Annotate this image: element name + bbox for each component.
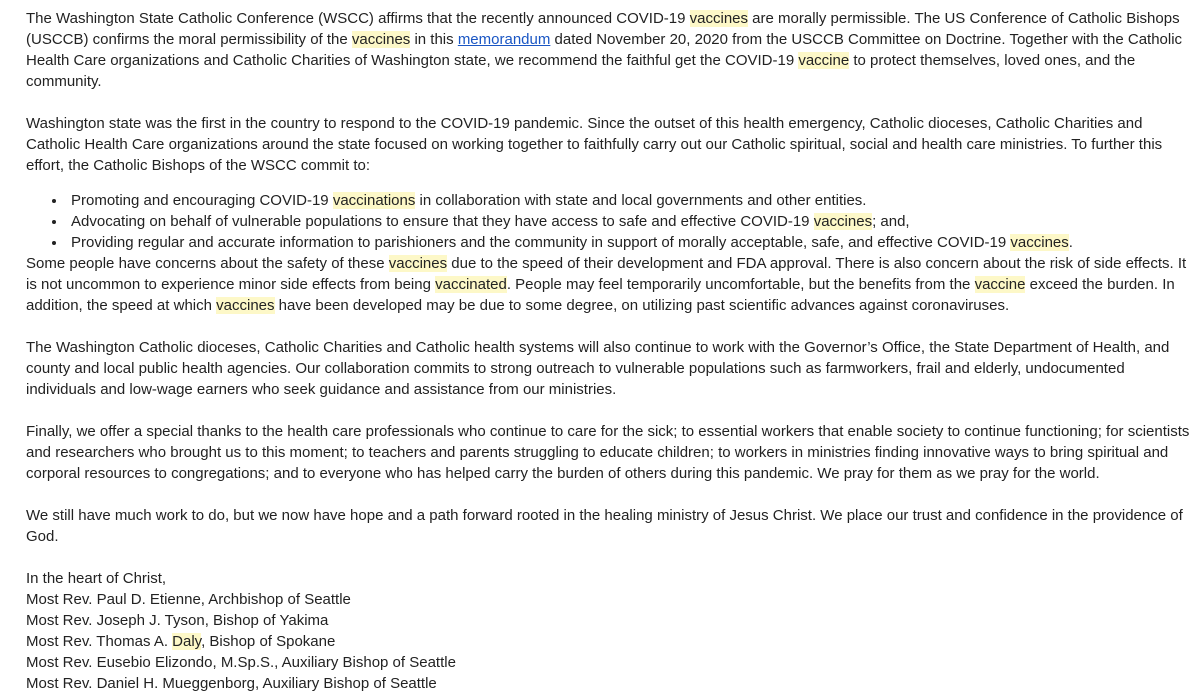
search-highlight: vaccine bbox=[798, 52, 850, 69]
search-highlight: Daly bbox=[172, 633, 202, 650]
signatory: Most Rev. Joseph J. Tyson, Bishop of Yakima bbox=[26, 612, 329, 629]
signatory: Most Rev. Eusebio Elizondo, M.Sp.S., Auxiliary Bishop of Seattle bbox=[26, 654, 456, 671]
memorandum-link[interactable]: memorandum bbox=[457, 31, 551, 48]
commitments-list bbox=[26, 190, 1192, 253]
list-item: • Advocating on behalf of vulnerable populations to ensure that they have access to safe and effective COVID-19 vaccines; and, bbox=[67, 211, 1192, 232]
search-highlight: vaccines bbox=[689, 10, 748, 27]
list-item: • Promoting and encouraging COVID-19 vaccinations in collaboration with state and local governments and other entities. bbox=[67, 190, 1192, 211]
search-highlight: vaccines bbox=[388, 255, 448, 272]
search-highlight: vaccine bbox=[974, 276, 1026, 293]
search-highlight: vaccinated bbox=[435, 276, 507, 293]
search-highlight: vaccines bbox=[351, 31, 411, 48]
search-highlight: vaccines bbox=[813, 213, 873, 230]
commitment-intro-paragraph: Washington state was the first in the country to respond to the COVID-19 pandemic. Since the outset of this health emergency, Catholic dioceses, Catholic Charities and Catholic Health Care organizations around the state focused on working together to faithfully carry out our Catholic spiritual, social and health care ministries. To further this effort, the Catholic Bishops of the WSCC commit to: bbox=[26, 115, 1163, 174]
thanks-paragraph: Finally, we offer a special thanks to the health care professionals who continue to care for the sick; to essential workers that enable society to continue functioning; for scientists and researchers who brought us to this moment; to teachers and parents struggling to educate children; to workers in ministries finding innovative ways to bring spiritual and corporal resources to congregations; and to everyone who has helped carry the burden of others during this pandemic. We pray for them as we pray for the world. bbox=[26, 423, 1190, 482]
list-item: • Providing regular and accurate information to parishioners and the community in support of morally acceptable, safe, and effective COVID-19 vaccines. bbox=[67, 232, 1192, 253]
signatory: Most Rev. Paul D. Etienne, Archbishop of Seattle bbox=[26, 591, 351, 608]
safety-paragraph: Some people have concerns about the safety of these vaccines due to the speed of their development and FDA approval. There is also concern about the risk of side effects. It is not uncommon to experience minor side effects from being vaccinated. People may feel temporarily uncomfortable, but the benefits from the vaccine exceed the burden. In addition, the speed at which vaccines have been developed may be due to some degree, on utilizing past scientific advances against coronaviruses. bbox=[26, 255, 1187, 314]
signatory: Most Rev. Daniel H. Mueggenborg, Auxiliary Bishop of Seattle bbox=[26, 675, 437, 692]
search-highlight: vaccinations bbox=[332, 192, 416, 209]
signatory: Most Rev. Thomas A. Daly, Bishop of Spokane bbox=[26, 633, 336, 650]
collaboration-paragraph: The Washington Catholic dioceses, Catholic Charities and Catholic health systems will also continue to work with the Governor’s Office, the State Department of Health, and county and local public health agencies. Our collaboration commits to strong outreach to vulnerable populations such as farmworkers, frail and elderly, undocumented individuals and low-wage earners who seek guidance and assistance from our ministries. bbox=[26, 339, 1170, 398]
hope-paragraph: We still have much work to do, but we now have hope and a path forward rooted in the healing ministry of Jesus Christ. We place our trust and confidence in the providence of God. bbox=[26, 507, 1183, 545]
signature-block bbox=[26, 568, 1192, 694]
intro-paragraph: The Washington State Catholic Conference (WSCC) affirms that the recently announced COVID-19 vaccines are morally permissible. The US Conference of Catholic Bishops (USCCB) confirms the moral permissibility of the vaccines in this memorandum dated November 20, 2020 from the USCCB Committee on Doctrine. Together with the Catholic Health Care organizations and Catholic Charities of Washington state, we recommend the faithful get the COVID-19 vaccine to protect themselves, loved ones, and the community. bbox=[26, 10, 1183, 90]
search-highlight: vaccines bbox=[216, 297, 275, 314]
closing-line: In the heart of Christ, bbox=[26, 570, 167, 587]
search-highlight: vaccines bbox=[1010, 234, 1069, 251]
